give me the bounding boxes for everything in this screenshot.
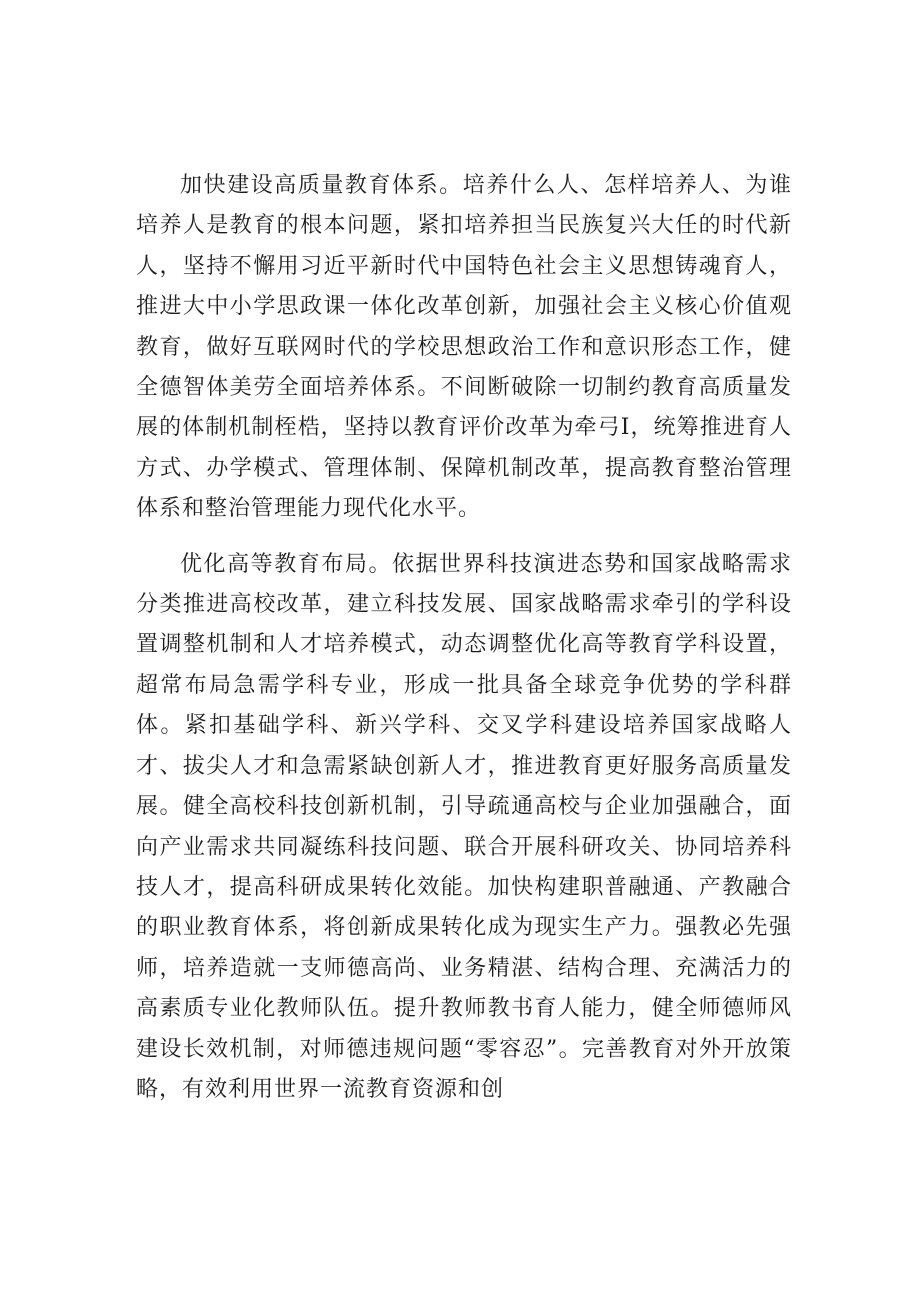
paragraph-education-system: 加快建设高质量教育体系。培养什么人、怎样培养人、为谁培养人是教育的根本问题，紧扣培养担当民族复兴大任的时代新人，坚持不懈用习近平新时代中国特色社会主义思想铸魂育人，推进大中小学思政课一体化改革创新，加强社会主义核心价值观教育，做好互联网时代的学校思想政治工作和意识形态工作，健全德智体美劳全面培养体系。不间断破除一切制约教育高质量发展的体制机制桎梏，坚持以教育评价改革为牵弓I，统筹推进育人方式、办学模式、管理体制、保障机制改革，提高教育整治管理体系和整治管理能力现代化水平。 [136, 173, 792, 522]
paragraph-higher-education-layout: 优化高等教育布局。依据世界科技演进态势和国家战略需求分类推进高校改革，建立科技发展、国家战略需求牵引的学科设置调整机制和人才培养模式，动态调整优化高等教育学科设置，超常布局急需学科专业，形成一批具备全球竞争优势的学科群体。紧扣基础学科、新兴学科、交叉学科建设培养国家战略人才、拔尖人才和急需紧缺创新人才，推进教育更好服务高质量发展。健全高校科技创新机制，引导疏通高校与企业加强融合，面向产业需求共同凝练科技问题、联合开展科研攻关、协同培养科技人才，提高科研成果转化效能。加快构建职普融通、产教融合的职业教育体系，将创新成果转化成为现实生产力。强教必先强师，培养造就一支师德高尚、业务精湛、结构合理、充满活力的高素质专业化教师队伍。提升教师教书育人能力，健全师德师风建设长效机制，对师德违规问题“零容忍”。完善教育对外开放策略，有效利用世界一流教育资源和创 [136, 551, 792, 1102]
document-body [136, 166, 792, 1110]
